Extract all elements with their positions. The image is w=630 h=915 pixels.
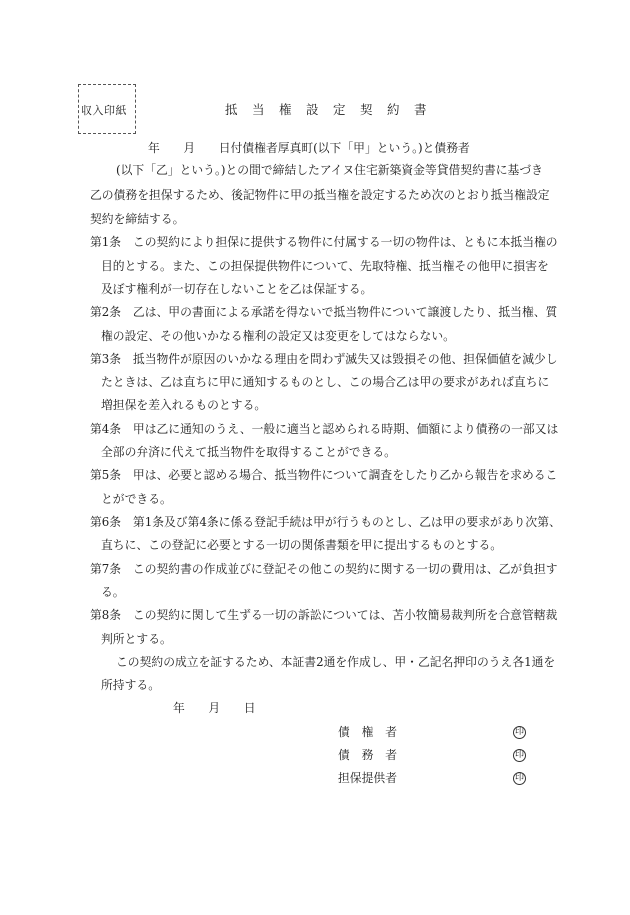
intro-line-2: (以下「乙」という。)との間で締結したアイヌ住宅新築資金等貸借契約書に基づき xyxy=(116,163,543,177)
article-3-line-3: 増担保を差入れるものとする。 xyxy=(101,398,267,412)
revenue-stamp-label: 収入印紙 xyxy=(81,104,127,117)
creditor-label: 債 権 者 xyxy=(338,725,397,739)
article-4-line-2: 全部の弁済に代えて抵当物件を取得することができる。 xyxy=(101,445,396,459)
article-7-line-1: 第7条 この契約書の作成並びに登記その他この契約に関する一切の費用は、乙が負担す xyxy=(90,562,558,576)
article-5-line-2: とができる。 xyxy=(101,492,172,506)
closing-line-1: この契約の成立を証するため、本証書2通を作成し、甲・乙記名押印のうえ各1通を xyxy=(116,655,556,669)
collateral-provider-seal-mark: 印 xyxy=(514,773,524,783)
article-1-line-3: 及ぼす権利が一切存在しないことを乙は保証する。 xyxy=(101,282,373,296)
article-6-line-1: 第6条 第1条及び第4条に係る登記手続は甲が行うものとし、乙は甲の要求があり次第、 xyxy=(90,515,561,529)
intro-line-1: 年 月 日付債権者厚真町(以下「甲」という。)と債務者 xyxy=(148,141,470,155)
article-1-line-1: 第1条 この契約により担保に提供する物件に付属する一切の物件は、ともに本抵当権の xyxy=(90,235,558,249)
intro-line-3: 乙の債務を担保するため、後記物件に甲の抵当権を設定するため次のとおり抵当権設定 xyxy=(90,188,550,202)
article-2-line-2: 権の設定、その他いかなる権利の設定又は変更をしてはならない。 xyxy=(101,329,455,343)
article-3-line-1: 第3条 抵当物件が原因のいかなる理由を問わず滅失又は毀損その他、担保価値を減少し xyxy=(90,352,558,366)
article-8-line-1: 第8条 この契約に関して生ずる一切の訴訟については、苫小牧簡易裁判所を合意管轄裁 xyxy=(90,608,558,622)
article-8-line-2: 判所とする。 xyxy=(101,632,172,646)
closing-line-2: 所持する。 xyxy=(101,678,160,692)
intro-line-4: 契約を締結する。 xyxy=(90,212,185,226)
article-2-line-1: 第2条 乙は、甲の書面による承諾を得ないで抵当物件について譲渡したり、抵当権、質 xyxy=(90,305,558,319)
article-6-line-2: 直ちに、この登記に必要とする一切の関係書類を甲に提出するものとする。 xyxy=(101,538,503,552)
article-1-line-2: 目的とする。また、この担保提供物件について、先取特権、抵当権その他甲に損害を xyxy=(101,259,549,273)
signature-date-line: 年 月 日 xyxy=(173,701,256,715)
article-3-line-2: たときは、乙は直ちに甲に通知するものとし、この場合乙は甲の要求があれば直ちに xyxy=(101,375,550,389)
creditor-seal-mark: 印 xyxy=(514,727,524,737)
document-title: 抵 当 権 設 定 契 約 書 xyxy=(225,102,428,117)
article-5-line-1: 第5条 甲は、必要と認める場合、抵当物件について調査をしたり乙から報告を求めるこ xyxy=(90,468,558,482)
debtor-seal-mark: 印 xyxy=(514,750,524,760)
collateral-provider-label: 担保提供者 xyxy=(338,771,397,785)
article-7-line-2: る。 xyxy=(101,585,125,599)
article-4-line-1: 第4条 甲は乙に通知のうえ、一般に適当と認められる時期、価額により債務の一部又は xyxy=(90,422,559,436)
debtor-label: 債 務 者 xyxy=(338,748,397,762)
